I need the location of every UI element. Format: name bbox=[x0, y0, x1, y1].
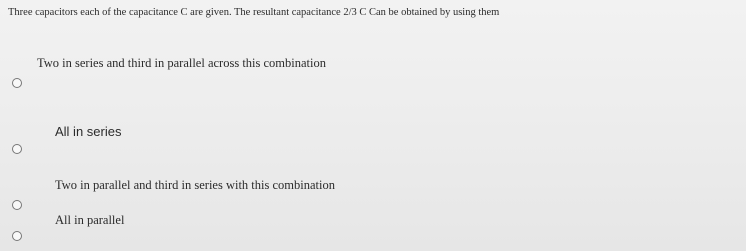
option-3-radio[interactable] bbox=[12, 200, 22, 210]
option-1-label[interactable]: Two in series and third in parallel across this combination bbox=[37, 56, 326, 70]
option-2-label[interactable]: All in series bbox=[55, 124, 122, 139]
option-1-radio[interactable] bbox=[12, 78, 22, 88]
question-text: Three capacitors each of the capacitance C are given. The resultant capacitance 2/3 C Can be obtained by using them bbox=[8, 7, 500, 18]
option-4-label[interactable]: All in parallel bbox=[55, 213, 125, 227]
option-3-label[interactable]: Two in parallel and third in series with this combination bbox=[55, 178, 335, 192]
option-2-radio[interactable] bbox=[12, 144, 22, 154]
option-4-radio[interactable] bbox=[12, 231, 22, 241]
